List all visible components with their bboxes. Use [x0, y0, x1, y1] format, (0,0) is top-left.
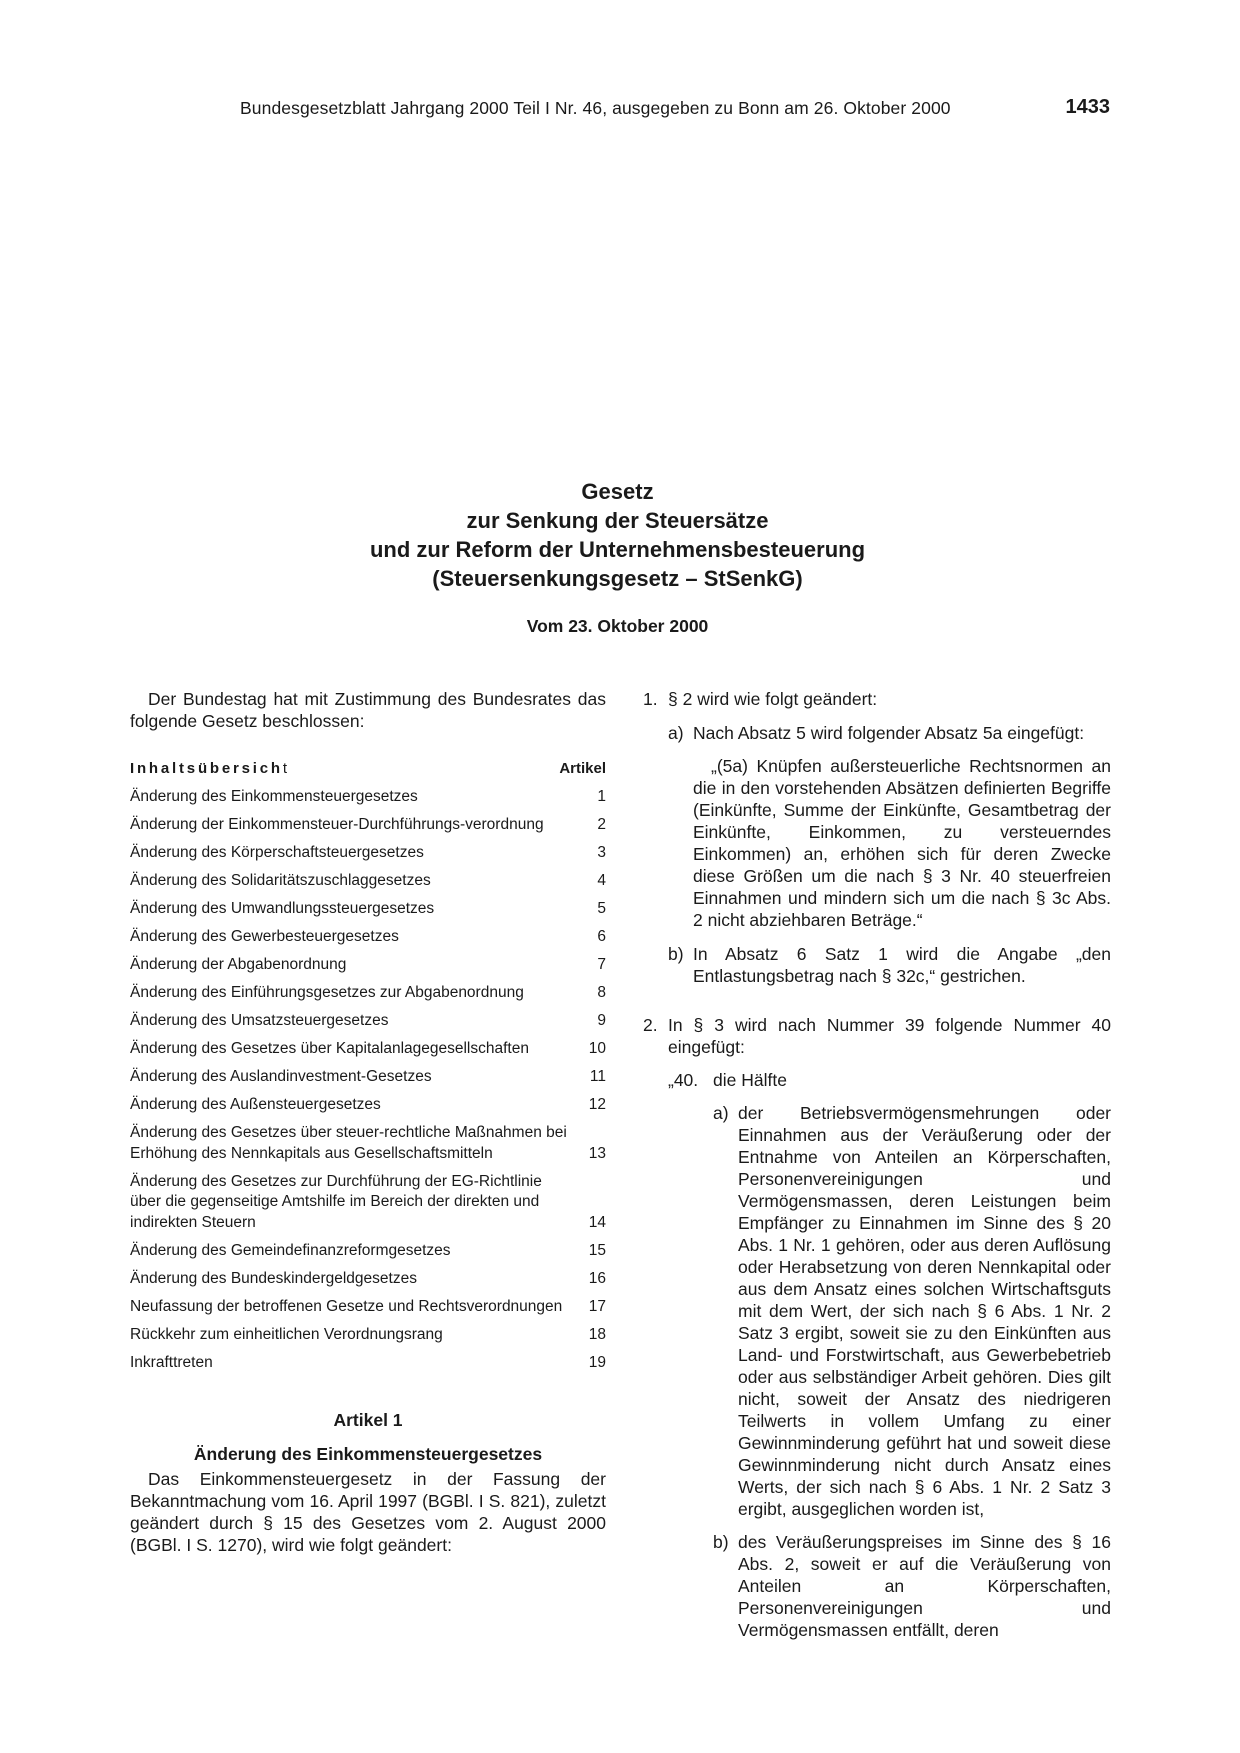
item-1-number: 1. — [643, 689, 658, 709]
law-title — [240, 477, 995, 593]
nummer-40-sub-b-text: des Veräußerungspreises im Sinne des § 16 Abs. 2, soweit er auf die Veräußerung von Anteilen an Körperschaften, Personenvereinigungen und Vermögensmassen entfällt, deren — [738, 1532, 1111, 1640]
toc-row — [130, 927, 606, 948]
toc-article-number: 2 — [597, 816, 606, 833]
toc-article-number: 3 — [597, 844, 606, 861]
toc-article-number: 6 — [597, 928, 606, 945]
toc-row — [130, 1172, 606, 1234]
item-1-sub-b — [668, 943, 1111, 987]
item-2-number: 2. — [643, 1015, 658, 1035]
toc-row — [130, 1039, 606, 1060]
article-1-heading: Artikel 1 — [333, 1410, 403, 1430]
toc-heading-spaced: Inhaltsübersich — [130, 760, 283, 777]
toc-article-number: 4 — [597, 872, 606, 889]
nummer-40-sub-b — [713, 1531, 1111, 1641]
nummer-40-mark: „40. — [668, 1070, 699, 1090]
toc-row — [130, 787, 606, 808]
running-title: Bundesgesetzblatt Jahrgang 2000 Teil I Nr. 46, ausgegeben zu Bonn am 26. Oktober 2000 — [240, 98, 951, 118]
toc-article-number: 5 — [597, 900, 606, 917]
nummer-40-text: die Hälfte — [713, 1070, 787, 1090]
left-column — [130, 688, 606, 1556]
toc-heading — [130, 760, 287, 777]
toc-row — [130, 1297, 606, 1318]
toc-label: Rückkehr zum einheitlichen Verordnungsrang — [130, 1325, 443, 1343]
running-header — [240, 98, 1110, 124]
page-number: 1433 — [1065, 96, 1110, 118]
toc-article-number: 10 — [588, 1040, 606, 1057]
toc-article-number: 1 — [597, 788, 606, 805]
item-1-sub-b-mark: b) — [668, 944, 684, 964]
preamble: Der Bundestag hat mit Zustimmung des Bundesrates das folgende Gesetz beschlossen: — [130, 689, 606, 731]
toc-label: Änderung des Körperschaftsteuergesetzes — [130, 844, 424, 861]
toc-row — [130, 1325, 606, 1346]
item-1-text: § 2 wird wie folgt geändert: — [668, 689, 878, 709]
toc-label: Änderung des Bundeskindergeldgesetzes — [130, 1269, 417, 1287]
toc-row — [130, 1067, 606, 1088]
toc-label: Inkrafttreten — [130, 1353, 213, 1371]
title-line-1: Gesetz — [581, 479, 654, 504]
title-line-3: und zur Reform der Unternehmensbesteuerung — [369, 537, 866, 562]
toc-row — [130, 815, 606, 836]
nummer-40-sub-a — [713, 1102, 1111, 1520]
toc-article-number: 19 — [588, 1353, 606, 1371]
toc-row — [130, 843, 606, 864]
toc-label: Änderung des Gesetzes zur Durchführung der EG-Richtlinie über die gegenseitige Amtshilfe im Bereich der direkten und indirekten Steuern — [130, 1172, 542, 1231]
toc-label: Änderung der Abgabenordnung — [130, 956, 347, 973]
amendment-item-2 — [643, 1014, 1111, 1641]
toc-row — [130, 1269, 606, 1290]
toc-article-number: 16 — [588, 1269, 606, 1287]
right-column — [643, 688, 1111, 1641]
toc-row — [130, 899, 606, 920]
toc-article-number: 14 — [588, 1213, 606, 1231]
nummer-40-sub-a-mark: a) — [713, 1103, 729, 1123]
toc-row — [130, 1095, 606, 1116]
toc-label: Änderung des Auslandinvestment-Gesetzes — [130, 1068, 432, 1085]
nummer-40-sub-a-text: der Betriebsvermögensmehrungen oder Einnahmen aus der Veräußerung oder der Entnahme von Anteilen an Körperschaften, Personenvereinigungen und Vermögensmassen, deren Leistungen beim Empfänger zu Einnahmen im Sinne des § 20 Abs. 1 Nr. 1 gehören, oder aus deren Auflösung oder Herabsetzung von deren Nennkapital oder aus dem Ansatz eines solchen Wirtschaftsguts mit dem Wert, der sich nach § 6 Abs. 1 Nr. 2 Satz 3 ergibt, soweit sie zu den Einkünften aus Land- und Forstwirtschaft, aus Gewerbebetrieb oder aus selbständiger Arbeit gehören. Dies gilt nicht, soweit der Ansatz des niedrigeren Teilwerts in vollem Umfang zu einer Gewinnminderung geführt hat und soweit diese Gewinnminderung nicht durch Ansatz eines Werts, der sich nach § 6 Abs. 1 Nr. 2 Satz 3 ergibt, ausgeglichen worden ist, — [738, 1103, 1111, 1519]
item-1-sub-a — [668, 722, 1111, 931]
item-2-text: In § 3 wird nach Nummer 39 folgende Nummer 40 eingefügt: — [668, 1015, 1111, 1057]
toc-heading-right: Artikel — [559, 760, 606, 777]
toc-row — [130, 1011, 606, 1032]
toc-label: Neufassung der betroffenen Gesetze und Rechtsverordnungen — [130, 1297, 563, 1315]
toc-label: Änderung des Gesetzes über Kapitalanlagegesellschaften — [130, 1040, 529, 1057]
toc-label: Änderung der Einkommensteuer-Durchführungs-verordnung — [130, 816, 544, 833]
toc-label: Änderung des Einführungsgesetzes zur Abgabenordnung — [130, 984, 524, 1001]
toc-label: Änderung des Einkommensteuergesetzes — [130, 788, 418, 805]
title-line-4: (Steuersenkungsgesetz – StSenkG) — [432, 566, 803, 591]
article-1-intro: Das Einkommensteuergesetz in der Fassung der Bekanntmachung vom 16. April 1997 (BGBl. I S. 821), zuletzt geändert durch § 15 des Gesetzes vom 2. August 2000 (BGBl. I S. 1270), wird wie folgt geändert: — [130, 1469, 606, 1555]
toc-row — [130, 955, 606, 976]
toc-row — [130, 983, 606, 1004]
article-1-subheading: Änderung des Einkommensteuergesetzes — [193, 1444, 543, 1464]
toc-article-number: 13 — [588, 1144, 606, 1162]
toc-label: Änderung des Gemeindefinanzreformgesetzes — [130, 1241, 451, 1259]
toc-article-number: 7 — [597, 956, 606, 973]
toc-article-number: 9 — [597, 1012, 606, 1029]
nummer-40-sub-b-mark: b) — [713, 1532, 729, 1552]
toc-label: Änderung des Außensteuergesetzes — [130, 1096, 381, 1113]
toc-article-number: 12 — [588, 1096, 606, 1113]
nummer-40-subitems — [668, 1102, 1111, 1641]
paragraph-5a-quote: „(5a) Knüpfen außersteuerliche Rechtsnormen an die in den vorstehenden Absätzen definierten Begriffe (Einkünfte, Summe der Einkünfte, Gesamtbetrag der Einkünfte, Einkommen, zu versteuerndes Einkommen) an, erhöhen sich für deren Zwecke diese Größen um die nach § 3 Nr. 40 steuerfreien Einnahmen und mindern sich um die nach § 3c Abs. 2 nicht abziehbaren Beträge.“ — [693, 756, 1111, 930]
law-date: Vom 23. Oktober 2000 — [526, 616, 709, 636]
toc-article-number: 18 — [588, 1325, 606, 1343]
toc-row — [130, 871, 606, 892]
toc-header — [130, 760, 606, 777]
toc-label: Änderung des Gesetzes über steuer-rechtliche Maßnahmen bei Erhöhung des Nennkapitals aus Gesellschaftsmitteln — [130, 1124, 567, 1162]
toc-article-number: 17 — [588, 1297, 606, 1315]
toc-row — [130, 1353, 606, 1374]
table-of-contents — [130, 787, 606, 1373]
toc-row — [130, 1123, 606, 1164]
toc-label: Änderung des Solidaritätszuschlaggesetzes — [130, 872, 431, 889]
toc-row — [130, 1241, 606, 1262]
title-line-2: zur Senkung der Steuersätze — [466, 508, 769, 533]
item-1-sub-a-mark: a) — [668, 723, 684, 743]
toc-article-number: 11 — [589, 1068, 606, 1085]
toc-label: Änderung des Gewerbesteuergesetzes — [130, 928, 399, 945]
toc-article-number: 15 — [588, 1241, 606, 1259]
item-1-sub-a-text: Nach Absatz 5 wird folgender Absatz 5a eingefügt: — [693, 723, 1085, 743]
toc-label: Änderung des Umsatzsteuergesetzes — [130, 1012, 389, 1029]
amendment-item-1 — [643, 688, 1111, 987]
item-1-sub-b-text: In Absatz 6 Satz 1 wird die Angabe „den Entlastungsbetrag nach § 32c,“ gestrichen. — [693, 944, 1111, 986]
toc-article-number: 8 — [597, 984, 606, 1001]
toc-heading-tail: t — [282, 760, 288, 777]
nummer-40 — [668, 1069, 1111, 1091]
toc-label: Änderung des Umwandlungssteuergesetzes — [130, 900, 435, 917]
